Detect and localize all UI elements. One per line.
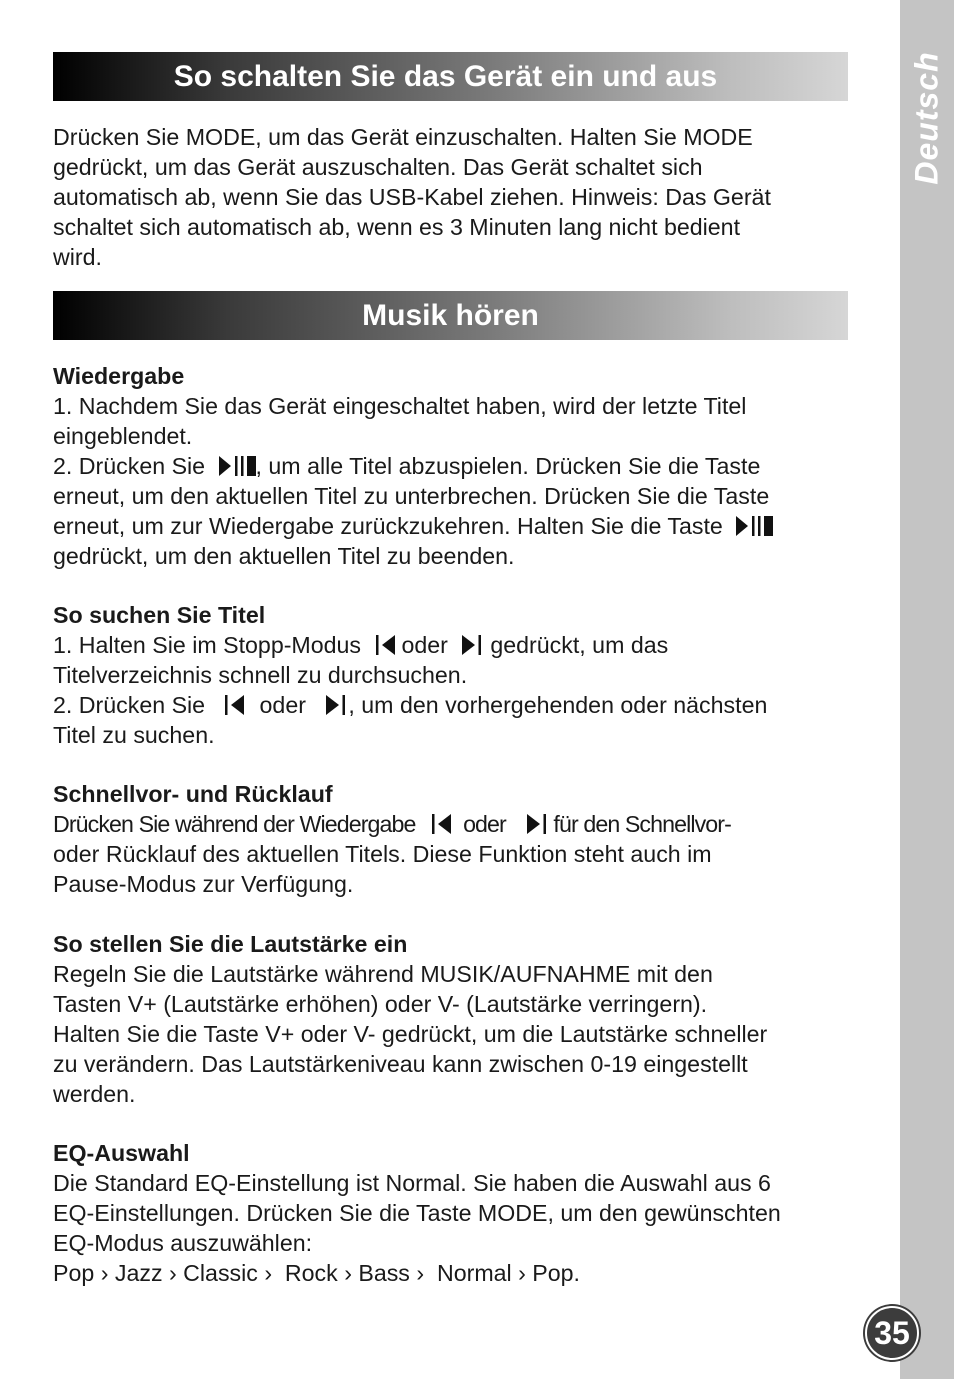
previous-track-icon [375,634,397,656]
playback-line: gedrückt, um den aktuellen Titel zu beenden. [53,543,515,569]
search-text: gedrückt, um das [490,632,669,658]
play-pause-icon [735,515,773,537]
section-title-power: So schalten Sie das Gerät ein und aus [173,59,718,93]
playback-text: erneut, um zur Wiedergabe zurückzukehren. Halten Sie die Taste [53,513,723,539]
search-line: Titel zu suchen. [53,722,215,748]
fast-line [53,809,853,839]
previous-track-icon [431,813,453,835]
eq-heading: EQ-Auswahl [53,1140,190,1166]
power-line: automatisch ab, wenn Sie das USB-Kabel ziehen. Hinweis: Das Gerät [53,184,771,210]
fast-line: Pause-Modus zur Verfügung. [53,871,354,897]
search-line [53,630,853,660]
fast-text: oder [463,811,506,837]
search-text: oder [401,632,448,658]
previous-track-icon [224,694,246,716]
section-banner-music [53,291,848,340]
playback-text: 2. Drücken Sie [53,453,206,479]
power-line: Drücken Sie MODE, um das Gerät einzuschalten. Halten Sie MODE [53,124,753,150]
fast-line: oder Rücklauf des aktuellen Titels. Diese Funktion steht auch im [53,841,712,867]
next-track-icon [460,634,482,656]
volume-paragraph [53,959,853,1109]
search-text: 1. Halten Sie im Stopp-Modus [53,632,362,658]
playback-paragraph [53,391,853,571]
next-track-icon [324,694,346,716]
next-track-icon [525,813,547,835]
section-title-music: Musik hören [362,298,539,332]
fast-heading: Schnellvor- und Rücklauf [53,781,333,807]
eq-line: Die Standard EQ-Einstellung ist Normal. Sie haben die Auswahl aus 6 [53,1170,771,1196]
search-text: , um den vorhergehenden oder nächsten [348,692,768,718]
power-line: wird. [53,244,102,270]
fast-paragraph [53,809,853,899]
search-line [53,690,853,720]
eq-line: EQ-Modus auszuwählen: [53,1230,313,1256]
playback-line [53,451,853,481]
eq-line: Pop › Jazz › Classic › Rock › Bass › Normal › Pop. [53,1260,580,1286]
power-paragraph [53,122,853,272]
playback-heading: Wiedergabe [53,363,185,389]
volume-line: zu verändern. Das Lautstärkeniveau kann zwischen 0-19 eingestellt [53,1051,748,1077]
play-pause-icon [218,455,256,477]
volume-line: Tasten V+ (Lautstärke erhöhen) oder V- (Lautstärke verringern). [53,991,708,1017]
eq-paragraph [53,1168,853,1288]
language-label: Deutsch [908,51,945,185]
page-number: 35 [865,1306,919,1360]
search-line: Titelverzeichnis schnell zu durchsuchen. [53,662,468,688]
volume-line: Regeln Sie die Lautstärke während MUSIK/AUFNAHME mit den [53,961,713,987]
language-side-tab [900,0,954,1379]
volume-heading: So stellen Sie die Lautstärke ein [53,931,408,957]
playback-line: erneut, um den aktuellen Titel zu unterbrechen. Drücken Sie die Taste [53,483,770,509]
power-line: schaltet sich automatisch ab, wenn es 3 Minuten lang nicht bedient [53,214,741,240]
search-text: 2. Drücken Sie [53,692,206,718]
section-banner-power [53,52,848,101]
fast-text: Drücken Sie während der Wiedergabe [53,811,416,837]
volume-line: werden. [53,1081,136,1107]
search-text: oder [259,692,306,718]
playback-line: 1. Nachdem Sie das Gerät eingeschaltet haben, wird der letzte Titel [53,393,747,419]
playback-text: , um alle Titel abzuspielen. Drücken Sie die Taste [255,453,761,479]
eq-line: EQ-Einstellungen. Drücken Sie die Taste MODE, um den gewünschten [53,1200,781,1226]
fast-text: für den Schnellvor- [553,811,731,837]
volume-line: Halten Sie die Taste V+ oder V- gedrückt, um die Lautstärke schneller [53,1021,768,1047]
search-heading: So suchen Sie Titel [53,602,266,628]
playback-line: eingeblendet. [53,423,193,449]
playback-line [53,511,853,541]
search-paragraph [53,630,853,750]
power-line: gedrückt, um das Gerät auszuschalten. Das Gerät schaltet sich [53,154,703,180]
